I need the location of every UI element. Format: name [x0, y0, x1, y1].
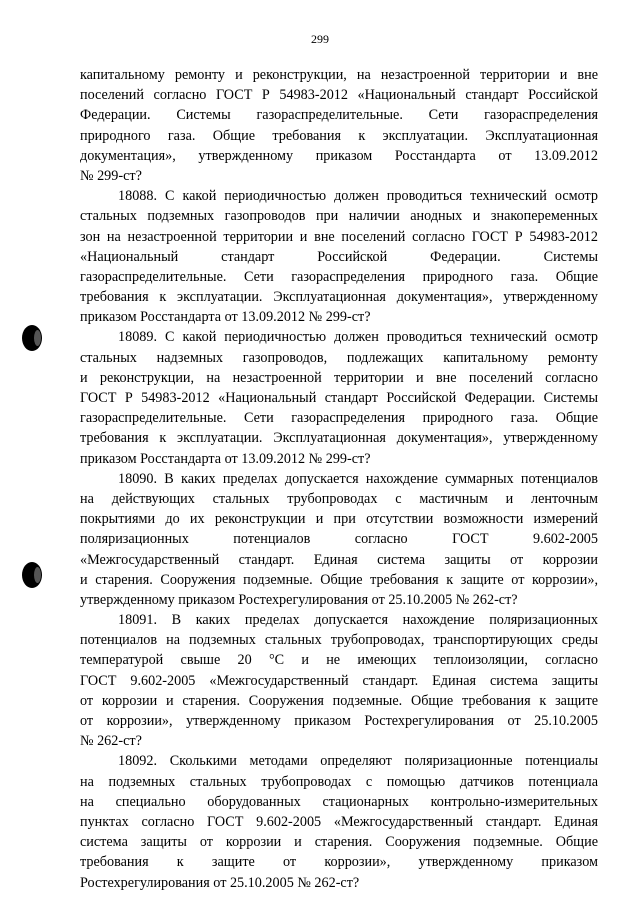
text-line: на подземных стальных трубопроводах с помощью датчиков потенциала: [80, 773, 598, 790]
text-line: № 299-ст?: [80, 167, 142, 184]
punch-hole-upper: [22, 325, 42, 351]
text-line: пунктах согласно ГОСТ 9.602-2005 «Межгосударственный стандарт. Единая: [80, 813, 598, 830]
document-body: [80, 65, 598, 893]
text-line: «Межгосударственный стандарт. Единая система защиты от коррозии: [80, 551, 598, 568]
text-line: 18088. С какой периодичностью должен проводиться технический осмотр: [118, 188, 598, 205]
text-line: «Национальный стандарт Российской Федерации. Системы: [80, 248, 598, 265]
text-line: поляризационных потенциалов согласно ГОСТ 9.602-2005: [80, 531, 598, 548]
text-line: требования к эксплуатации. Эксплуатационная документация», утвержденному: [80, 289, 598, 306]
text-line: газораспределительные. Сети газораспределения природного газа. Общие: [80, 268, 598, 285]
punch-hole-rim: [34, 567, 41, 583]
text-line: потенциалов на подземных стальных трубопроводах, транспортирующих среды: [80, 632, 598, 649]
text-line: ГОСТ 9.602-2005 «Межгосударственный стандарт. Единая система защиты: [80, 672, 598, 689]
text-line: требования к защите от коррозии», утвержденному приказом: [80, 854, 598, 871]
text-line: на специально оборудованных стационарных контрольно-измерительных: [80, 793, 598, 810]
text-line: стальных надземных газопроводов, подлежащих капитальному ремонту: [80, 349, 598, 366]
text-line: Ростехрегулирования от 25.10.2005 № 262-ст?: [80, 874, 360, 891]
text-line: на действующих стальных трубопроводах с мастичным и ленточным: [80, 490, 598, 507]
text-line: и старения. Сооружения подземные. Общие требования к защите от коррозии»,: [80, 571, 598, 588]
text-line: стальных подземных газопроводов при наличии анодных и знакопеременных: [80, 208, 598, 225]
text-line: природного газа. Общие требования к эксплуатации. Эксплуатационная: [80, 127, 598, 144]
text-line: и реконструкции, на незастроенной территории и вне поселений согласно: [80, 369, 598, 386]
text-line: утвержденному приказом Ростехрегулирования от 25.10.2005 № 262-ст?: [80, 591, 518, 608]
text-line: газораспределительные. Сети газораспределения природного газа. Общие: [80, 410, 598, 427]
punch-hole-rim: [34, 330, 41, 346]
text-line: температурой свыше 20 °С и не имеющих теплоизоляции, согласно: [80, 652, 598, 669]
text-line: требования к эксплуатации. Эксплуатационная документация», утвержденному: [80, 430, 598, 447]
text-line: 18091. В каких пределах допускается нахождение поляризационных: [118, 612, 598, 629]
text-line: от коррозии», утвержденному приказом Ростехрегулирования от 25.10.2005: [80, 713, 598, 729]
text-line: приказом Росстандарта от 13.09.2012 № 299-ст?: [80, 309, 371, 326]
text-line: Федерации. Системы газораспределительные. Сети газораспределения: [80, 107, 598, 124]
text-line: приказом Росстандарта от 13.09.2012 № 299-ст?: [80, 450, 371, 467]
text-line: поселений согласно ГОСТ Р 54983-2012 «Национальный стандарт Российской: [80, 87, 598, 104]
text-line: 18089. С какой периодичностью должен проводиться технический осмотр: [118, 329, 598, 346]
text-line: ГОСТ Р 54983-2012 «Национальный стандарт Российской Федерации. Системы: [80, 390, 598, 406]
text-line: 18090. В каких пределах допускается нахождение суммарных потенциалов: [118, 470, 598, 487]
text-line: 18092. Сколькими методами определяют поляризационные потенциалы: [118, 753, 598, 770]
page-number: 299: [311, 32, 329, 46]
punch-hole-lower: [22, 562, 42, 588]
text-line: капитальному ремонту и реконструкции, на незастроенной территории и вне: [80, 67, 598, 83]
text-line: документация», утвержденному приказом Росстандарта от 13.09.2012: [80, 147, 598, 164]
text-line: № 262-ст?: [80, 733, 142, 750]
text-line: зон на незастроенной территории и вне поселений согласно ГОСТ Р 54983-2012: [80, 228, 598, 245]
text-line: от коррозии и старения. Сооружения подземные. Общие требования к защите: [80, 692, 598, 709]
text-line: система защиты от коррозии и старения. Сооружения подземные. Общие: [80, 834, 598, 851]
text-line: покрытиями до их реконструкции и при отсутствии возможности измерений: [80, 511, 598, 528]
